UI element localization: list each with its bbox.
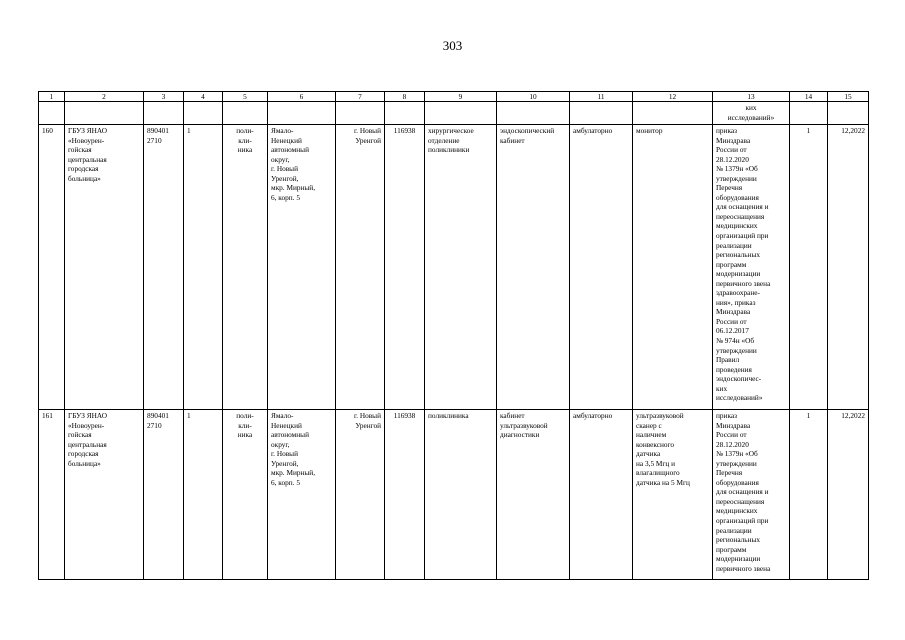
count-cell: 1 [790, 410, 828, 580]
row-number-cell: 161 [39, 410, 65, 580]
room-cell: кабинет ультразвуковой диагностики [497, 410, 570, 580]
date-cell: 12,2022 [828, 410, 869, 580]
table-cell [425, 102, 497, 125]
column-header: 10 [497, 92, 570, 102]
page-number: 303 [442, 38, 463, 53]
continuation-text: ких исследований» [713, 102, 790, 125]
table-cell [497, 102, 570, 125]
quantity-cell: 1 [184, 125, 223, 410]
facility-type-cell: поли- кли- ника [223, 125, 268, 410]
column-header: 12 [633, 92, 713, 102]
table-cell [570, 102, 633, 125]
column-header: 6 [268, 92, 336, 102]
column-header: 8 [385, 92, 425, 102]
column-header: 9 [425, 92, 497, 102]
column-header: 3 [144, 92, 184, 102]
care-mode-cell: амбулаторно [570, 125, 633, 410]
table-cell [336, 102, 385, 125]
regulation-cell: приказ Минздрава России от 28.12.2020 № 1379н «Об утверждении Перечня оборудования для оснащения и переоснащения медицинских организаций при реализации региональных программ модернизации первичного звена здравоохране- ния», приказ Минздрава России от 06.12.2017 № 974н «Об утверждении Правил проведения эндоскопичес- ких исследований» [713, 125, 790, 410]
table-cell [184, 102, 223, 125]
city-cell: г. Новый Уренгой [336, 410, 385, 580]
care-mode-cell: амбулаторно [570, 410, 633, 580]
table-cell [633, 102, 713, 125]
column-header: 7 [336, 92, 385, 102]
regulation-cell: приказ Минздрава России от 28.12.2020 № 1379н «Об утверждении Перечня оборудования для оснащения и переоснащения медицинских организаций при реализации региональных программ модернизации первичного звена [713, 410, 790, 580]
column-header: 14 [790, 92, 828, 102]
column-header: 5 [223, 92, 268, 102]
table-cell [144, 102, 184, 125]
code-cell: 890401 2710 [144, 125, 184, 410]
address-cell: Ямало- Ненецкий автономный округ, г. Новый Уренгой, мкр. Мирный, 6, корп. 5 [268, 125, 336, 410]
column-number-row [39, 92, 869, 102]
equipment-cell: монитор [633, 125, 713, 410]
table-row [39, 125, 869, 410]
equipment-cell: ультразвуковой сканер с наличием конвексного датчика на 3,5 Мгц и влагалищного датчика на 5 Мгц [633, 410, 713, 580]
column-header: 15 [828, 92, 869, 102]
table-cell [268, 102, 336, 125]
table-cell [223, 102, 268, 125]
date-cell: 12,2022 [828, 125, 869, 410]
continuation-row [39, 102, 869, 125]
institution-cell: ГБУЗ ЯНАО «Новоурен- гойская центральная городская больница» [65, 125, 144, 410]
equipment-table [38, 91, 869, 580]
postal-code-cell: 116938 [385, 410, 425, 580]
facility-type-cell: поли- кли- ника [223, 410, 268, 580]
column-header: 4 [184, 92, 223, 102]
count-cell: 1 [790, 125, 828, 410]
column-header: 1 [39, 92, 65, 102]
table-cell [828, 102, 869, 125]
postal-code-cell: 116938 [385, 125, 425, 410]
department-cell: поликлиника [425, 410, 497, 580]
institution-cell: ГБУЗ ЯНАО «Новоурен- гойская центральная городская больница» [65, 410, 144, 580]
table-cell [39, 102, 65, 125]
quantity-cell: 1 [184, 410, 223, 580]
city-cell: г. Новый Уренгой [336, 125, 385, 410]
table-cell [385, 102, 425, 125]
address-cell: Ямало- Ненецкий автономный округ, г. Новый Уренгой, мкр. Мирный, 6, корп. 5 [268, 410, 336, 580]
column-header: 11 [570, 92, 633, 102]
table-row [39, 410, 869, 580]
department-cell: хирургическое отделение поликлиники [425, 125, 497, 410]
room-cell: эндоскопический кабинет [497, 125, 570, 410]
table-cell [65, 102, 144, 125]
row-number-cell: 160 [39, 125, 65, 410]
code-cell: 890401 2710 [144, 410, 184, 580]
table-cell [790, 102, 828, 125]
column-header: 2 [65, 92, 144, 102]
column-header: 13 [713, 92, 790, 102]
